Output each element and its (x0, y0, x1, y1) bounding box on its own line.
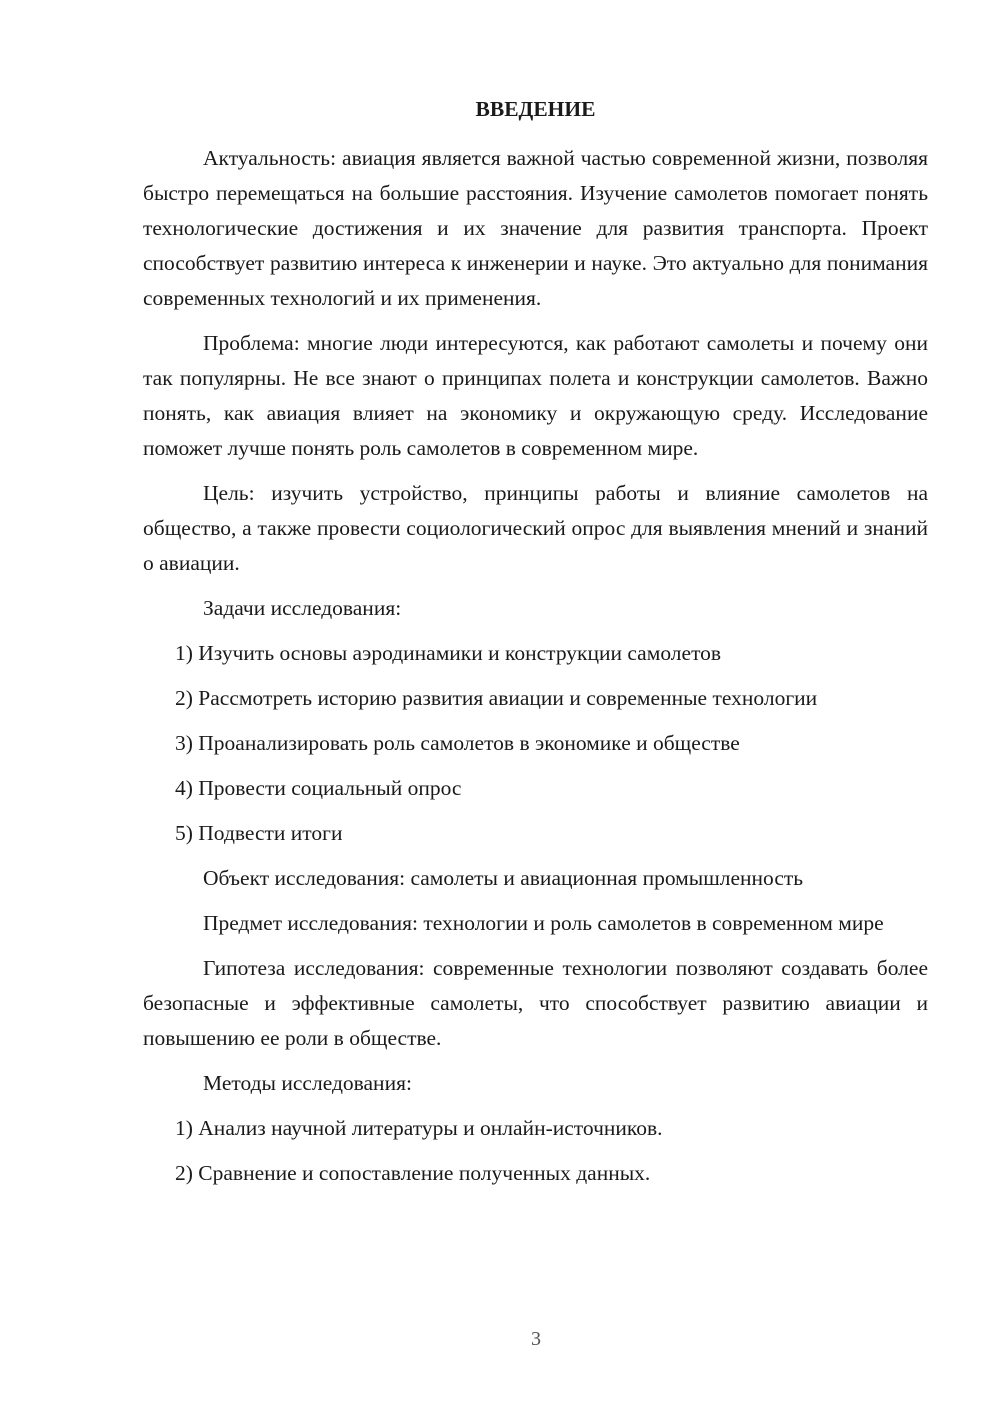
list-item: 2) Рассмотреть историю развития авиации и современные технологии (175, 686, 818, 710)
list-item: 5) Подвести итоги (175, 821, 343, 845)
problem-paragraph: Проблема: многие люди интересуются, как работают самолеты и почему они так популярны. Не все знают о принципах полета и конструкции самолетов. Важно понять, как авиация влияет на экономику и окружающую среду. Исследование поможет лучше понять роль самолетов в современном мире. (143, 331, 928, 460)
research-object: Объект исследования: самолеты и авиационная промышленность (203, 866, 804, 890)
research-hypothesis: Гипотеза исследования: современные технологии позволяют создавать более безопасные и эффективные самолеты, что способствует развитию авиации и повышению ее роли в обществе. (143, 956, 928, 1050)
research-subject: Предмет исследования: технологии и роль самолетов в современном мире (203, 911, 884, 935)
list-item: 3) Проанализировать роль самолетов в экономике и обществе (175, 731, 740, 755)
list-item: 4) Провести социальный опрос (175, 776, 462, 800)
tasks-list (143, 636, 928, 851)
tasks-heading: Задачи исследования: (203, 596, 402, 620)
document-page (143, 92, 928, 1201)
list-item: 1) Анализ научной литературы и онлайн-источников. (175, 1116, 663, 1140)
goal-paragraph: Цель: изучить устройство, принципы работы и влияние самолетов на общество, а также провести социологический опрос для выявления мнений и знаний о авиации. (143, 481, 928, 575)
section-title: ВВЕДЕНИЕ (475, 97, 596, 121)
list-item: 2) Сравнение и сопоставление полученных данных. (175, 1161, 651, 1185)
methods-list (143, 1111, 928, 1191)
page-number: 3 (531, 1328, 541, 1350)
methods-heading: Методы исследования: (203, 1071, 412, 1095)
list-item: 1) Изучить основы аэродинамики и конструкции самолетов (175, 641, 722, 665)
relevance-paragraph: Актуальность: авиация является важной частью современной жизни, позволяя быстро перемещаться на большие расстояния. Изучение самолетов помогает понять технологические достижения и их значение для развития транспорта. Проект способствует развитию интереса к инженерии и науке. Это актуально для понимания современных технологий и их применения. (143, 146, 928, 310)
